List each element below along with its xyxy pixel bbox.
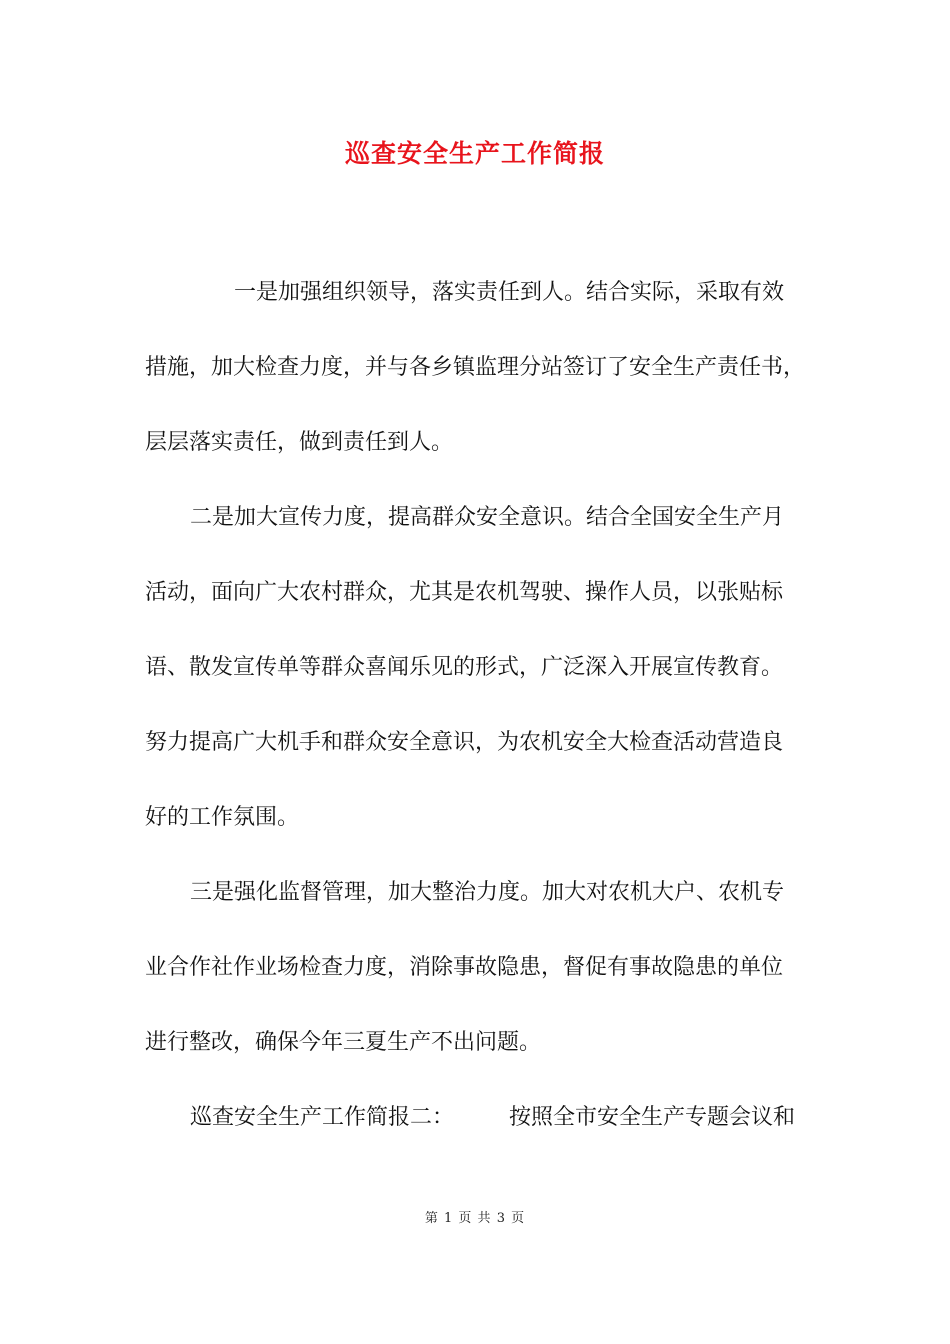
body-line: 活动，面向广大农村群众，尤其是农机驾驶、操作人员，以张贴标 (145, 580, 784, 605)
body-line: 好的工作氛围。 (145, 805, 300, 830)
page-number-footer: 第 1 页 共 3 页 (424, 1211, 526, 1226)
body-line: 层层落实责任，做到责任到人。 (145, 430, 454, 455)
body-line: 巡查安全生产工作简报二： 按照全市安全生产专题会议和 (190, 1105, 796, 1130)
body-line: 进行整改，确保今年三夏生产不出问题。 (145, 1030, 542, 1055)
body-line: 二是加大宣传力度，提高群众安全意识。结合全国安全生产月 (190, 505, 785, 530)
document-title: 巡查安全生产工作简报 (344, 139, 605, 168)
body-line: 业合作社作业场检查力度，消除事故隐患，督促有事故隐患的单位 (145, 955, 784, 980)
body-line: 语、散发宣传单等群众喜闻乐见的形式，广泛深入开展宣传教育。 (145, 655, 784, 680)
body-line: 努力提高广大机手和群众安全意识，为农机安全大检查活动营造良 (145, 730, 784, 755)
body-line: 三是强化监督管理，加大整治力度。加大对农机大户、农机专 (190, 880, 785, 905)
body-line: 一是加强组织领导，落实责任到人。结合实际，采取有效 (234, 280, 785, 305)
body-line: 措施，加大检查力度，并与各乡镇监理分站签订了安全生产责任书， (145, 355, 806, 380)
